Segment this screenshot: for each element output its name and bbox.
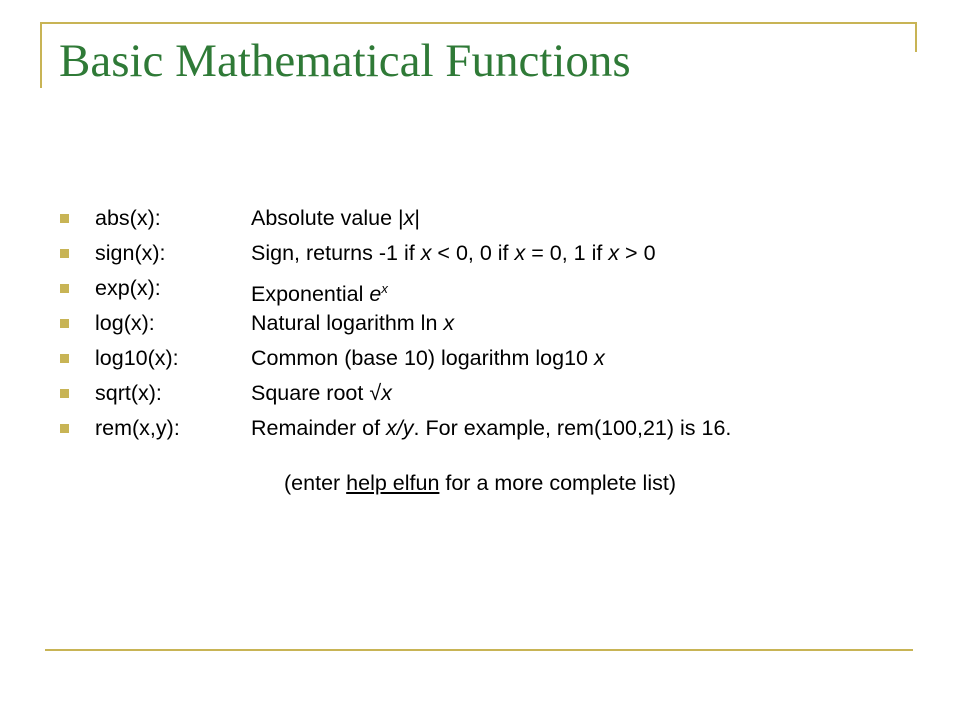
function-description <box>251 411 731 446</box>
slide-title: Basic Mathematical Functions <box>59 35 631 87</box>
description-text: Sign, returns -1 if <box>251 241 421 265</box>
function-description <box>251 306 454 341</box>
function-list-item <box>60 306 920 341</box>
description-text: | <box>414 206 420 230</box>
frame-bottom-line <box>45 649 913 651</box>
square-bullet-icon <box>60 389 69 398</box>
function-name: log(x): <box>95 311 155 335</box>
help-command: help elfun <box>346 471 440 495</box>
square-bullet-icon <box>60 249 69 258</box>
function-list-item <box>60 411 920 446</box>
function-name: rem(x,y): <box>95 416 180 440</box>
frame-top-line <box>40 22 917 24</box>
description-text: x <box>381 381 392 405</box>
square-bullet-icon <box>60 214 69 223</box>
description-text: Absolute value | <box>251 206 404 230</box>
function-name: sign(x): <box>95 241 166 265</box>
function-name: log10(x): <box>95 346 179 370</box>
description-text: Remainder of <box>251 416 387 440</box>
help-note-prefix: (enter <box>284 471 347 495</box>
description-text: . For example, rem(100,21) is 16. <box>413 416 732 440</box>
function-description <box>251 201 420 236</box>
function-name: sqrt(x): <box>95 381 162 405</box>
square-bullet-icon <box>60 424 69 433</box>
description-text: x <box>593 346 605 370</box>
function-list-item <box>60 341 920 376</box>
description-text: Exponential <box>251 282 370 306</box>
frame-left-line <box>40 22 42 88</box>
function-description <box>251 376 392 411</box>
square-bullet-icon <box>60 284 69 293</box>
description-text: < 0, 0 if <box>431 241 515 265</box>
function-name: exp(x): <box>95 276 161 300</box>
description-text: x/y <box>386 416 414 440</box>
description-text: Natural logarithm ln <box>251 311 444 335</box>
function-description <box>251 236 656 271</box>
description-text: e <box>369 282 382 306</box>
description-text: Common (base 10) logarithm log10 <box>251 346 594 370</box>
function-list-item <box>60 201 920 236</box>
function-list-item <box>60 236 920 271</box>
help-note <box>0 471 960 496</box>
description-text: x <box>608 241 620 265</box>
function-list-item <box>60 376 920 411</box>
function-name: abs(x): <box>95 206 161 230</box>
description-text: x <box>420 241 432 265</box>
description-text: x <box>403 206 415 230</box>
description-text: x <box>381 281 388 296</box>
description-text: = 0, 1 if <box>525 241 609 265</box>
help-note-suffix: for a more complete list) <box>439 471 676 495</box>
description-text: x <box>514 241 526 265</box>
square-bullet-icon <box>60 319 69 328</box>
square-bullet-icon <box>60 354 69 363</box>
function-list <box>60 201 920 446</box>
description-text: > 0 <box>619 241 656 265</box>
frame-right-line <box>915 22 917 52</box>
description-text: x <box>443 311 455 335</box>
description-text: Square root √ <box>251 381 382 405</box>
function-description <box>251 341 605 376</box>
function-list-item <box>60 271 920 306</box>
